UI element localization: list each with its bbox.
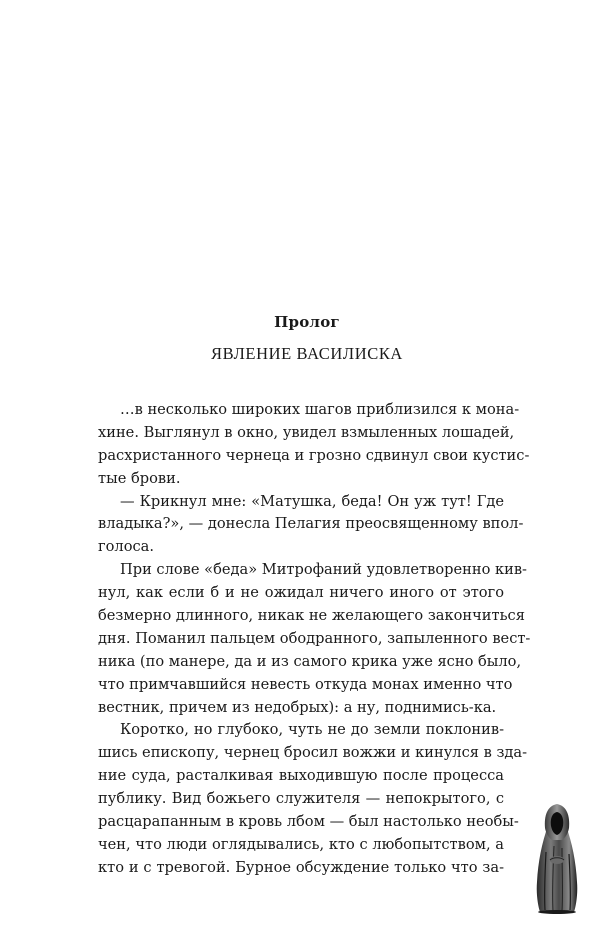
- text-line: При слове «беда» Митрофаний удовлетворенно кив-: [120, 561, 527, 579]
- text-line: хине. Выглянул в окно, увидел взмыленных лошадей,: [98, 423, 515, 441]
- chapter-label: Пролог: [274, 313, 340, 331]
- text-line: безмерно длинного, никак не желающего закончиться: [98, 607, 525, 625]
- text-line: — Крикнул мне: «Матушка, беда! Он уж тут! Где: [120, 492, 504, 510]
- text-line: что примчавшийся невесть откуда монах именно что: [98, 675, 513, 693]
- text-line: публику. Вид божьего служителя — непокрытого, с: [98, 790, 504, 808]
- text-line: шись епископу, чернец бросил вожжи и кинулся в зда-: [98, 744, 528, 762]
- chapter-title: ЯВЛЕНИЕ ВАСИЛИСКА: [211, 344, 403, 363]
- text-line: …в несколько широких шагов приблизился к мона-: [120, 401, 520, 418]
- text-line: кто и с тревогой. Бурное обсуждение только что за-: [98, 858, 504, 876]
- text-line: дня. Поманил пальцем ободранного, запыленного вест-: [98, 629, 531, 647]
- hooded-monk-icon: [532, 802, 582, 914]
- body-text: [98, 399, 531, 880]
- text-line: ние суда, расталкивая выходившую после процесса: [98, 767, 504, 785]
- text-line: нул, как если б и не ожидал ничего иного от этого: [98, 584, 504, 602]
- text-line: голоса.: [98, 538, 155, 556]
- text-line: тые брови.: [98, 469, 181, 487]
- text-line: расхристанного чернеца и грозно сдвинул свои кустис-: [98, 446, 530, 464]
- text-line: ника (по манере, да и из самого крика уже ясно было,: [98, 652, 522, 670]
- text-line: Коротко, но глубоко, чуть не до земли поклонив-: [120, 721, 504, 739]
- text-line: вестник, причем из недобрых): а ну, поднимись-ка.: [98, 698, 497, 716]
- text-line: расцарапанным в кровь лбом — был настолько необы-: [98, 813, 519, 831]
- text-line: владыка?», — донесла Пелагия преосвященному впол-: [98, 515, 524, 533]
- text-line: чен, что люди оглядывались, кто с любопытством, а: [98, 835, 504, 853]
